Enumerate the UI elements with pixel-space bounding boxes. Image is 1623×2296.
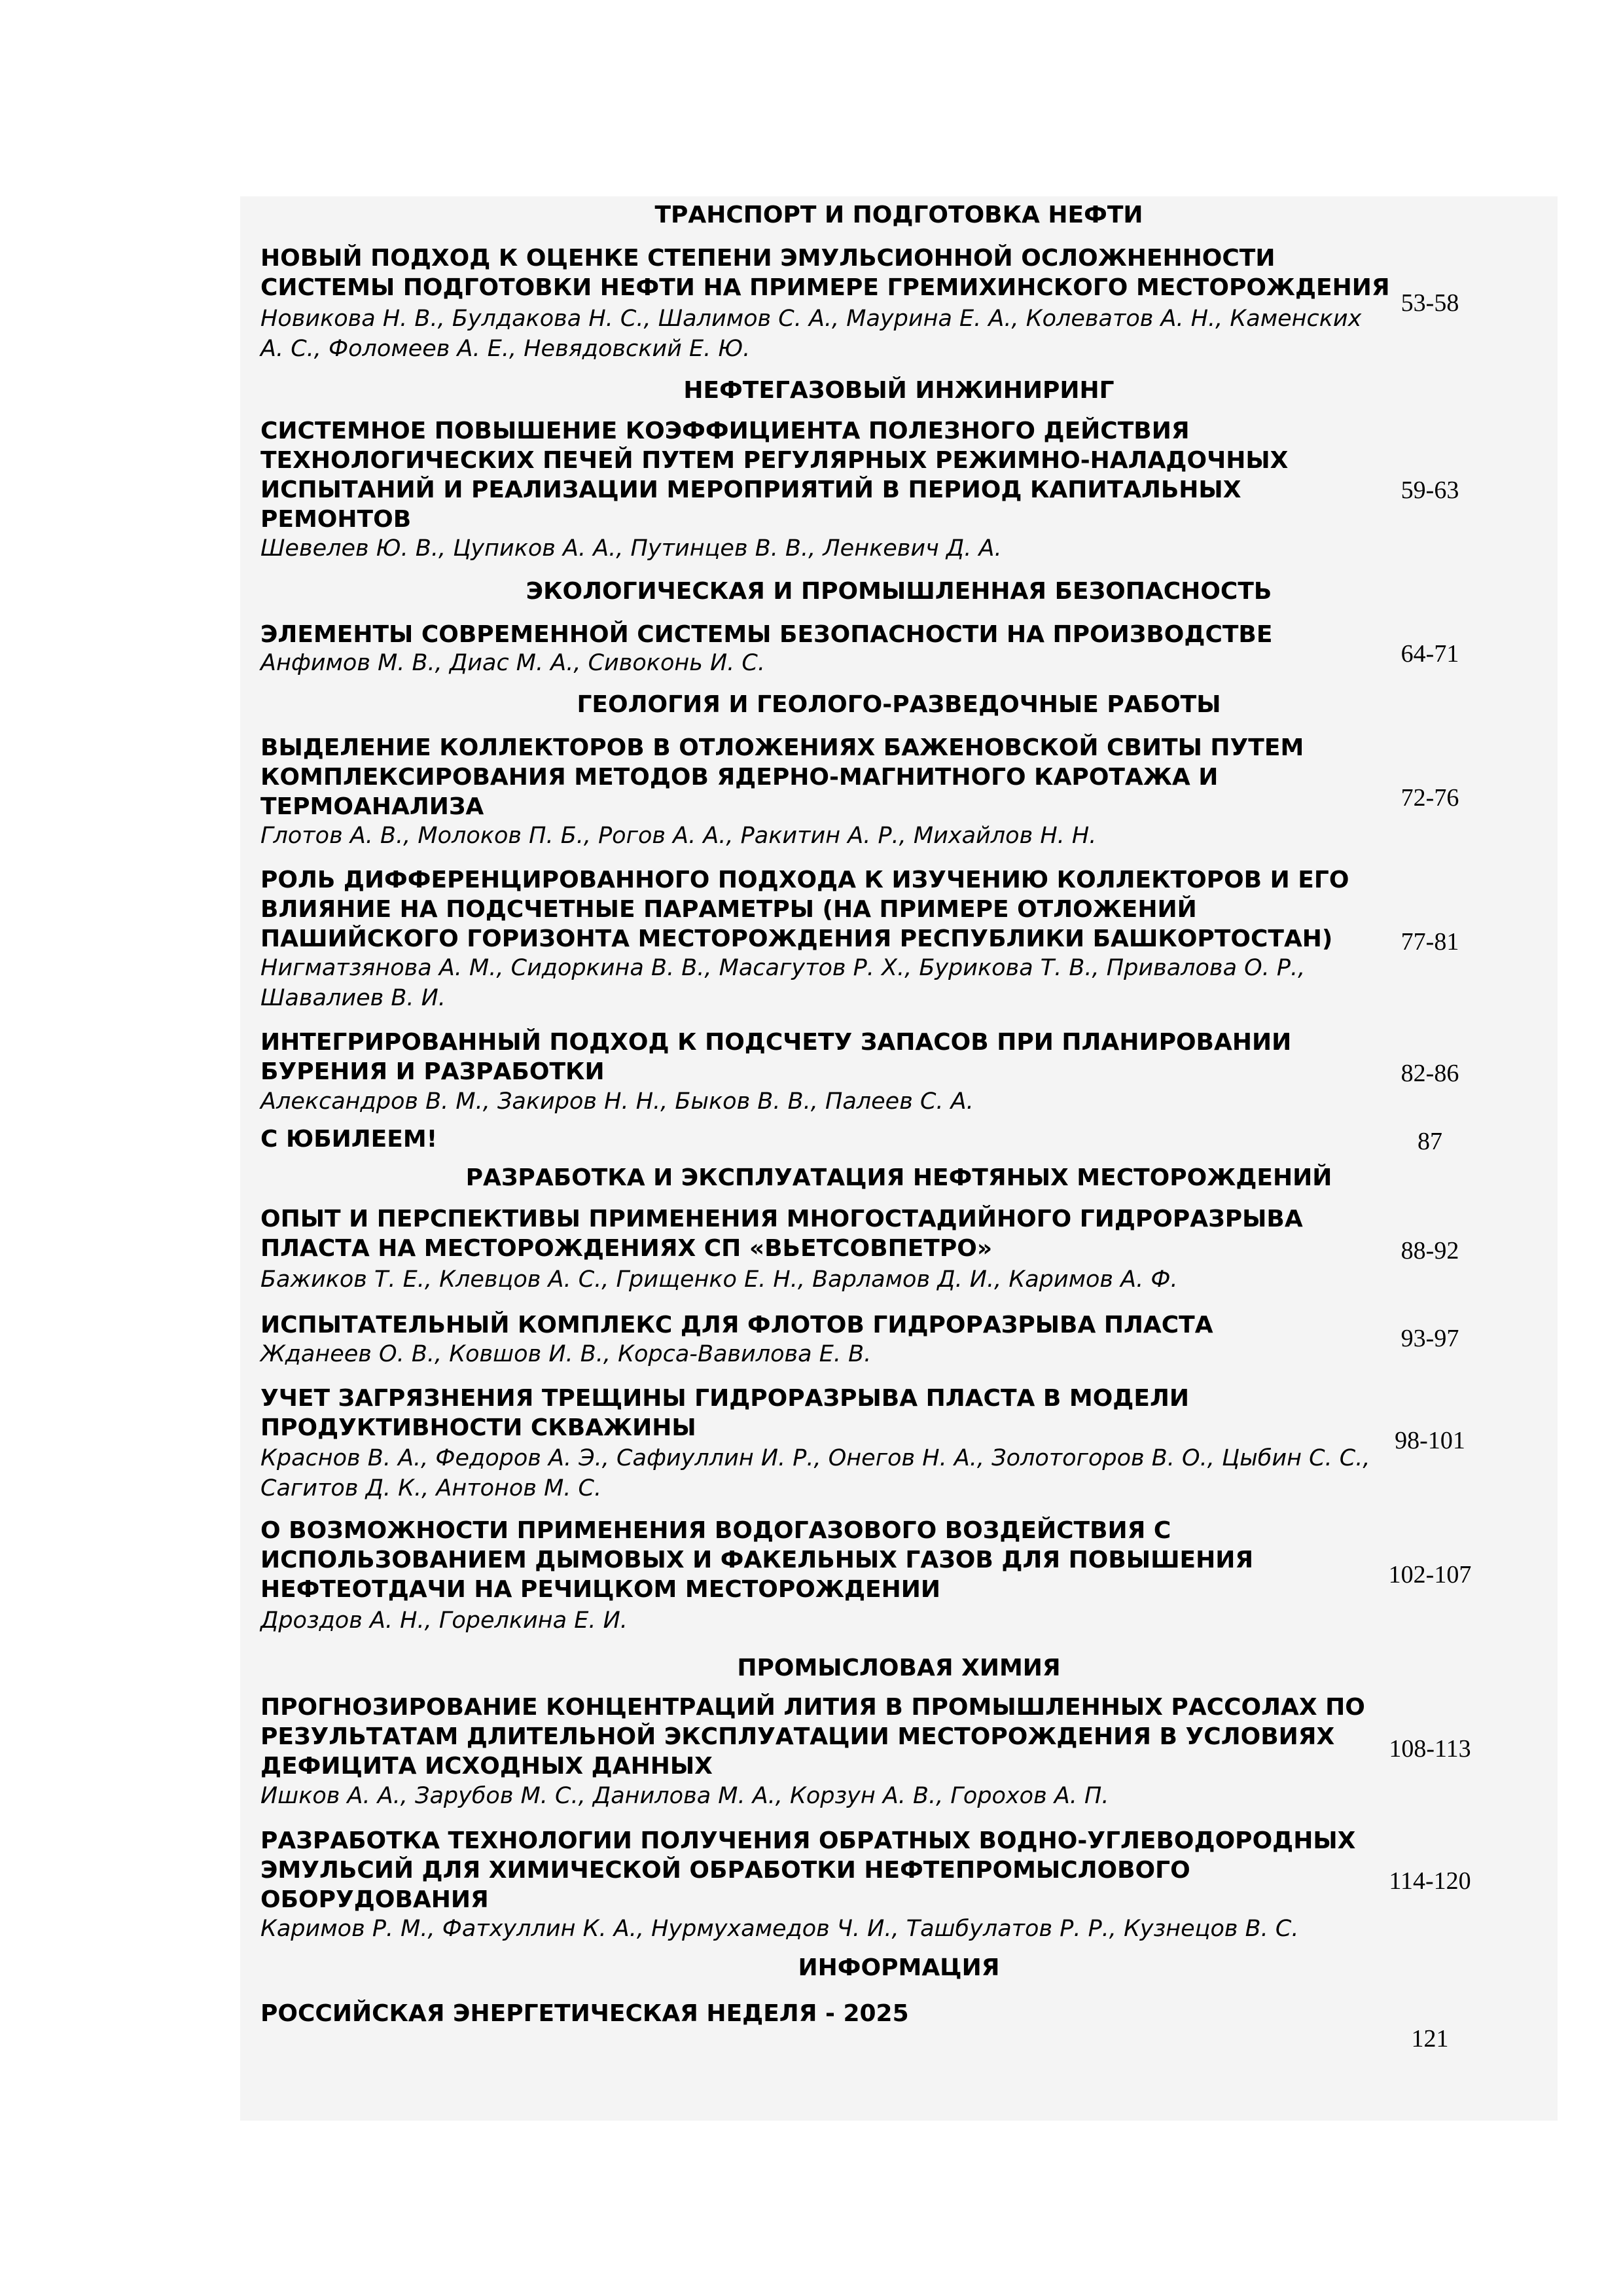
page-range: 72-76 xyxy=(1400,784,1459,812)
article-title xyxy=(260,865,1373,954)
article-title-line: КОМПЛЕКСИРОВАНИЯ МЕТОДОВ ЯДЕРНО-МАГНИТНОГО КАРОТАЖА И xyxy=(260,764,1219,791)
article-title-line: ЭМУЛЬСИЙ ДЛЯ ХИМИЧЕСКОЙ ОБРАБОТКИ НЕФТЕПРОМЫСЛОВОГО xyxy=(260,1857,1190,1884)
article-title-line: ДЕФИЦИТА ИСХОДНЫХ ДАННЫХ xyxy=(260,1753,713,1780)
section-header: ПРОМЫСЛОВАЯ ХИМИЯ xyxy=(737,1655,1061,1681)
article-title-line: РОЛЬ ДИФФЕРЕНЦИРОВАННОГО ПОДХОДА К ИЗУЧЕНИЮ КОЛЛЕКТОРОВ И ЕГО xyxy=(260,867,1349,893)
article-authors-line: Ишков А. А., Зарубов М. С., Данилова М. А., Корзун А. В., Горохов А. П. xyxy=(260,1783,1109,1809)
article-title xyxy=(260,733,1373,821)
section-header: ГЕОЛОГИЯ И ГЕОЛОГО-РАЗВЕДОЧНЫЕ РАБОТЫ xyxy=(577,691,1221,718)
page-range: 98-101 xyxy=(1395,1427,1465,1454)
page-range: 88-92 xyxy=(1400,1237,1459,1265)
article-title-line: О ВОЗМОЖНОСТИ ПРИМЕНЕНИЯ ВОДОГАЗОВОГО ВОЗДЕЙСТВИЯ С xyxy=(260,1517,1171,1544)
article-title-line: ИСПОЛЬЗОВАНИЕМ ДЫМОВЫХ И ФАКЕЛЬНЫХ ГАЗОВ ДЛЯ ПОВЫШЕНИЯ xyxy=(260,1547,1254,1573)
article-title-line: БУРЕНИЯ И РАЗРАБОТКИ xyxy=(260,1058,605,1085)
article-title-line: ПАШИЙСКОГО ГОРИЗОНТА МЕСТОРОЖДЕНИЯ РЕСПУБЛИКИ БАШКОРТОСТАН) xyxy=(260,925,1333,952)
article-authors-line: Краснов В. А., Федоров А. Э., Сафиуллин И. Р., Онегов Н. А., Золотогоров В. О., Цыбин С. С., xyxy=(260,1445,1370,1471)
article-authors xyxy=(260,1781,1373,1811)
article-title-line: НОВЫЙ ПОДХОД К ОЦЕНКЕ СТЕПЕНИ ЭМУЛЬСИОННОЙ ОСЛОЖНЕННОСТИ xyxy=(260,245,1275,272)
article-title-line: ПЛАСТА НА МЕСТОРОЖДЕНИЯХ СП «ВЬЕТСОВПЕТРО» xyxy=(260,1235,993,1262)
article-authors-line: Жданеев О. В., Ковшов И. В., Корса-Вавилова Е. В. xyxy=(260,1341,872,1367)
article-authors xyxy=(260,821,1373,851)
article-title-line: ТЕРМОАНАЛИЗА xyxy=(260,793,484,820)
page-range: 59-63 xyxy=(1400,476,1459,504)
article-authors-line: Александров В. М., Закиров Н. Н., Быков В. В., Палеев С. А. xyxy=(260,1088,974,1115)
article-title xyxy=(260,416,1373,534)
article-authors xyxy=(260,533,1373,564)
article-title xyxy=(260,243,1390,302)
page-range: 77-81 xyxy=(1400,928,1459,956)
section-header: НЕФТЕГАЗОВЫЙ ИНЖИНИРИНГ xyxy=(683,377,1115,404)
article-title-line: РОССИЙСКАЯ ЭНЕРГЕТИЧЕСКАЯ НЕДЕЛЯ - 2025 xyxy=(260,2000,909,2027)
article-title-line: НЕФТЕОТДАЧИ НА РЕЧИЦКОМ МЕСТОРОЖДЕНИИ xyxy=(260,1576,941,1603)
article-authors xyxy=(260,1914,1373,1944)
article-authors xyxy=(260,304,1373,364)
article-title-line: ТЕХНОЛОГИЧЕСКИХ ПЕЧЕЙ ПУТЕМ РЕГУЛЯРНЫХ РЕЖИМНО-НАЛАДОЧНЫХ xyxy=(260,447,1289,474)
article-title-line: ПРОДУКТИВНОСТИ СКВАЖИНЫ xyxy=(260,1414,696,1441)
page-range: 87 xyxy=(1418,1128,1442,1155)
article-authors-line: Дроздов А. Н., Горелкина Е. И. xyxy=(260,1607,628,1634)
article-authors-line: Бажиков Т. Е., Клевцов А. С., Грищенко Е. Н., Варламов Д. И., Каримов А. Ф. xyxy=(260,1266,1178,1293)
article-title xyxy=(260,1826,1373,1914)
page-range: 108-113 xyxy=(1389,1735,1471,1763)
page-range: 64-71 xyxy=(1400,640,1459,668)
article-authors xyxy=(260,1086,1373,1117)
article-title xyxy=(260,1693,1373,1781)
article-title-line: С ЮБИЛЕЕМ! xyxy=(260,1126,438,1153)
article-title-line: ИСПЫТАТЕЛЬНЫЙ КОМПЛЕКС ДЛЯ ФЛОТОВ ГИДРОРАЗРЫВА ПЛАСТА xyxy=(260,1312,1213,1338)
page-range: 93-97 xyxy=(1400,1325,1459,1352)
article-title-line: ОПЫТ И ПЕРСПЕКТИВЫ ПРИМЕНЕНИЯ МНОГОСТАДИЙНОГО ГИДРОРАЗРЫВА xyxy=(260,1206,1303,1232)
article-title-line: РАЗРАБОТКА ТЕХНОЛОГИИ ПОЛУЧЕНИЯ ОБРАТНЫХ ВОДНО-УГЛЕВОДОРОДНЫХ xyxy=(260,1827,1356,1854)
article-authors-line: Глотов А. В., Молоков П. Б., Рогов А. А., Ракитин А. Р., Михайлов Н. Н. xyxy=(260,823,1097,849)
section-header: ТРАНСПОРТ И ПОДГОТОВКА НЕФТИ xyxy=(654,202,1143,228)
article-title xyxy=(260,1204,1373,1263)
article-authors xyxy=(260,1605,1373,1636)
article-authors xyxy=(260,648,1373,678)
article-authors-line: Анфимов М. В., Диас М. А., Сивоконь И. С. xyxy=(260,650,765,676)
article-title-line: ЭЛЕМЕНТЫ СОВРЕМЕННОЙ СИСТЕМЫ БЕЗОПАСНОСТИ НА ПРОИЗВОДСТВЕ xyxy=(260,621,1273,648)
article-title xyxy=(260,620,1373,649)
article-authors xyxy=(260,953,1373,1013)
article-title xyxy=(260,1310,1373,1340)
section-header: ЭКОЛОГИЧЕСКАЯ И ПРОМЫШЛЕННАЯ БЕЗОПАСНОСТЬ xyxy=(526,578,1272,605)
article-authors-line: Новикова Н. В., Булдакова Н. С., Шалимов С. А., Маурина Е. А., Колеватов А. Н., Каменских xyxy=(260,306,1362,332)
page-range: 53-58 xyxy=(1400,289,1459,317)
article-title xyxy=(260,1999,1373,2028)
page-range: 102-107 xyxy=(1388,1561,1472,1588)
article-authors xyxy=(260,1265,1373,1295)
page-range: 82-86 xyxy=(1400,1060,1459,1087)
article-title xyxy=(260,1124,1373,1154)
article-authors-line: Нигматзянова А. М., Сидоркина В. В., Масагутов Р. Х., Бурикова Т. В., Привалова О. Р., xyxy=(260,955,1306,981)
page-range: 121 xyxy=(1411,2025,1449,2053)
article-title xyxy=(260,1516,1373,1604)
article-title xyxy=(260,1028,1373,1086)
article-authors-line: Шевелев Ю. В., Цупиков А. А., Путинцев В. В., Ленкевич Д. А. xyxy=(260,535,1002,562)
article-title-line: ПРОГНОЗИРОВАНИЕ КОНЦЕНТРАЦИЙ ЛИТИЯ В ПРОМЫШЛЕННЫХ РАССОЛАХ ПО xyxy=(260,1694,1365,1721)
section-header: ИНФОРМАЦИЯ xyxy=(798,1954,1000,1981)
article-authors-line: Шавалиев В. И. xyxy=(260,985,446,1011)
article-title-line: РЕЗУЛЬТАТАМ ДЛИТЕЛЬНОЙ ЭКСПЛУАТАЦИИ МЕСТОРОЖДЕНИЯ В УСЛОВИЯХ xyxy=(260,1723,1335,1750)
article-title-line: ИНТЕГРИРОВАННЫЙ ПОДХОД К ПОДСЧЕТУ ЗАПАСОВ ПРИ ПЛАНИРОВАНИИ xyxy=(260,1029,1292,1056)
article-title-line: СИСТЕМНОЕ ПОВЫШЕНИЕ КОЭФФИЦИЕНТА ПОЛЕЗНОГО ДЕЙСТВИЯ xyxy=(260,418,1190,444)
article-title-line: ОБОРУДОВАНИЯ xyxy=(260,1886,489,1913)
article-title-line: РЕМОНТОВ xyxy=(260,506,412,533)
article-title-line: ИСПЫТАНИЙ И РЕАЛИЗАЦИИ МЕРОПРИЯТИЙ В ПЕРИОД КАПИТАЛЬНЫХ xyxy=(260,476,1241,503)
page-range: 114-120 xyxy=(1389,1867,1471,1895)
article-authors xyxy=(260,1339,1373,1369)
article-authors-line: Сагитов Д. К., Антонов М. С. xyxy=(260,1475,602,1501)
article-authors-line: А. С., Фоломеев А. Е., Невядовский Е. Ю. xyxy=(260,336,751,362)
section-header: РАЗРАБОТКА И ЭКСПЛУАТАЦИЯ НЕФТЯНЫХ МЕСТОРОЖДЕНИЙ xyxy=(465,1164,1332,1191)
article-authors-line: Каримов Р. М., Фатхуллин К. А., Нурмухамедов Ч. И., Ташбулатов Р. Р., Кузнецов В. С. xyxy=(260,1916,1299,1942)
article-title-line: ВЫДЕЛЕНИЕ КОЛЛЕКТОРОВ В ОТЛОЖЕНИЯХ БАЖЕНОВСКОЙ СВИТЫ ПУТЕМ xyxy=(260,734,1304,761)
article-authors xyxy=(260,1443,1373,1503)
article-title-line: ВЛИЯНИЕ НА ПОДСЧЕТНЫЕ ПАРАМЕТРЫ (НА ПРИМЕРЕ ОТЛОЖЕНИЙ xyxy=(260,896,1197,923)
article-title xyxy=(260,1384,1373,1443)
article-title-line: УЧЕТ ЗАГРЯЗНЕНИЯ ТРЕЩИНЫ ГИДРОРАЗРЫВА ПЛАСТА В МОДЕЛИ xyxy=(260,1385,1189,1412)
article-title-line: СИСТЕМЫ ПОДГОТОВКИ НЕФТИ НА ПРИМЕРЕ ГРЕМИХИНСКОГО МЕСТОРОЖДЕНИЯ xyxy=(260,274,1390,301)
